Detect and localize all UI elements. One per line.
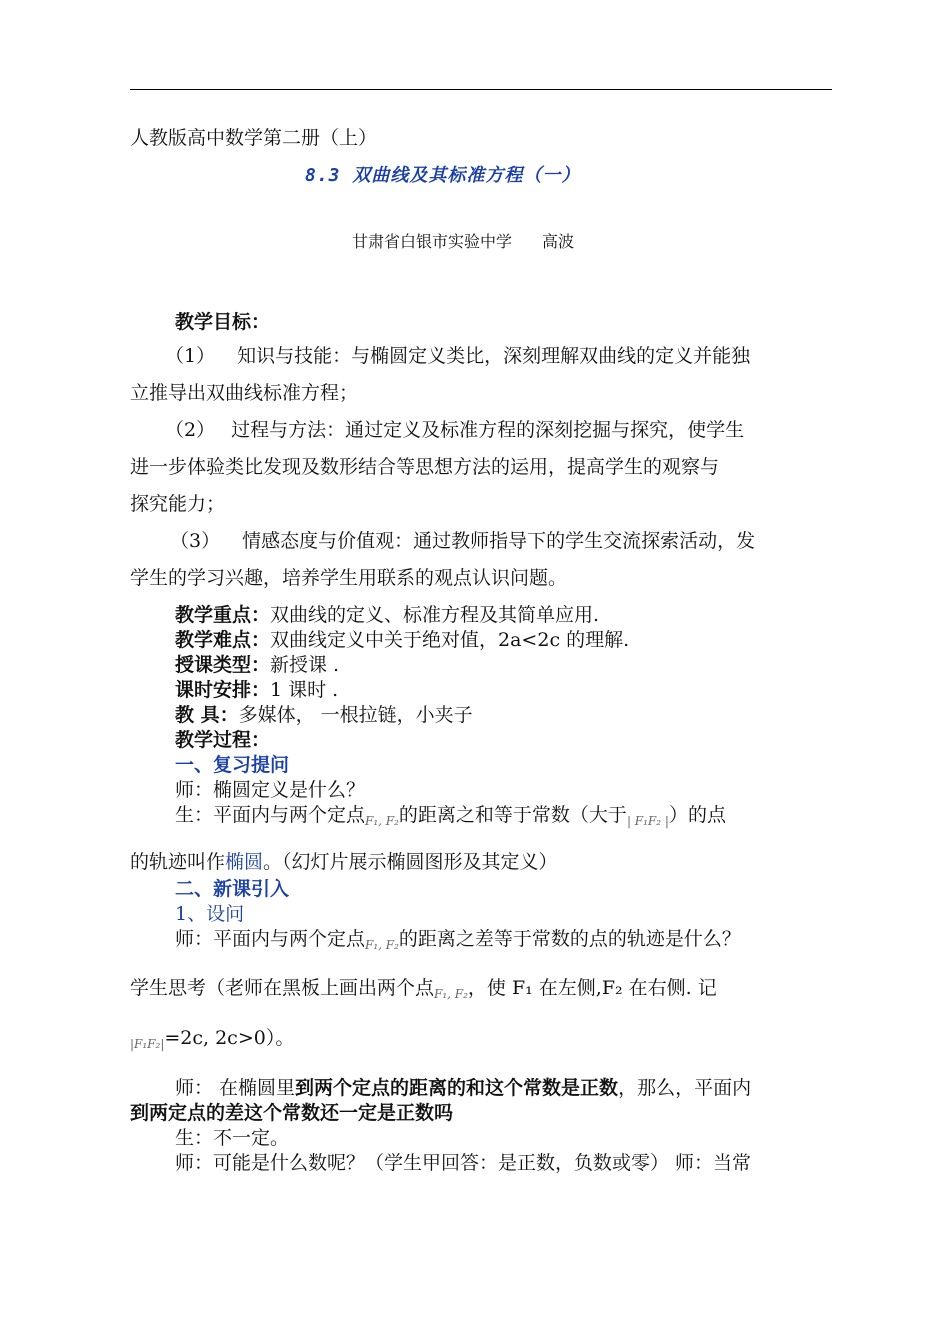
student-answer-2: 生：不一定。: [175, 1127, 290, 1149]
teaching-tools: [175, 703, 473, 727]
objectives-heading: 教学目标：: [175, 311, 271, 333]
teacher-question-3-bold-1: 到两个定点的距离的和这个常数是正数: [295, 1077, 619, 1099]
objective-3-text: 情感态度与价值观：通过教师指导下的学生交流探索活动，发: [242, 530, 756, 552]
key-points-text: 双曲线的定义、标准方程及其简单应用.: [270, 604, 600, 626]
class-type-label: 授课类型：: [175, 654, 271, 676]
difficulties-text: 双曲线定义中关于绝对值，2a<2c 的理解.: [270, 629, 630, 651]
student-thinking-text-b: ，使 F₁ 在左侧,F₂ 在右侧. 记: [467, 977, 717, 999]
objective-3-line-2: 学生的学习兴趣，培养学生用联系的观点认识问题。: [130, 567, 568, 589]
section-1-heading: 一、复习提问: [175, 754, 290, 776]
objective-1-line-1: [165, 344, 750, 368]
student-thinking-text-c: =2c, 2c>0）。: [164, 1027, 295, 1049]
key-points: [175, 603, 599, 627]
teacher-question-3-text-b: ，那么，平面内: [618, 1077, 752, 1099]
difficulties-label: 教学难点：: [175, 629, 271, 651]
student-answer-1-text-b: 的距离之和等于常数（大于: [398, 804, 627, 826]
objective-2-text: 过程与方法：通过定义及标准方程的深刻挖掘与探究，使学生: [231, 419, 745, 441]
school-name: 甘肃省白银市实验中学: [352, 232, 513, 251]
objective-3-line-1: [170, 529, 755, 553]
student-answer-1-text-c: ）的点: [668, 804, 726, 826]
section-2-subheading: 1、设问: [175, 903, 245, 925]
teacher-question-3: [175, 1076, 751, 1100]
teacher-question-3-text-a: 师： 在椭圆里: [175, 1077, 296, 1099]
class-time-text: 1 课时 .: [270, 679, 339, 701]
class-time: [175, 678, 338, 702]
student-thinking-line-2: [130, 1026, 294, 1056]
objective-2-line-2: 进一步体验类比发现及数形结合等思想方法的运用，提高学生的观察与: [130, 456, 720, 478]
header-rule: [130, 89, 832, 90]
class-time-label: 课时安排：: [175, 679, 271, 701]
objective-1-text: 知识与技能：与椭圆定义类比，深刻理解双曲线的定义并能独: [237, 345, 751, 367]
student-thinking: [130, 976, 717, 1006]
teaching-tools-text: 多媒体， 一根拉链，小夹子: [238, 704, 473, 726]
student-answer-1: [175, 803, 726, 833]
teacher-question-4: 师：可能是什么数呢？（学生甲回答：是正数，负数或零） 师：当常: [175, 1152, 752, 1174]
f1f2-abs-formula: | F₁F₂ |: [626, 814, 669, 828]
difficulties: [175, 628, 629, 652]
student-answer-1-text-a: 生：平面内与两个定点: [175, 804, 366, 826]
f1-f2-formula-3: F₁, F₂: [434, 987, 468, 1001]
book-title: 人教版高中数学第二册（上）: [130, 127, 378, 149]
teaching-tools-label: 教 具：: [175, 704, 239, 726]
student-thinking-text-a: 学生思考（老师在黑板上画出两个点: [130, 977, 435, 999]
f1f2-abs-formula-2: |F₁F₂|: [130, 1037, 165, 1051]
author-name: 高波: [542, 232, 575, 251]
author-line: [352, 230, 574, 254]
key-points-label: 教学重点：: [175, 604, 271, 626]
objective-2-number: （2）: [165, 419, 216, 441]
class-type-text: 新授课 .: [270, 654, 340, 676]
teacher-question-3-bold-2: 到两定点的差这个常数还一定是正数吗: [130, 1102, 454, 1124]
section-2-heading: 二、新课引入: [175, 878, 290, 900]
objective-1-number: （1）: [165, 345, 216, 367]
objective-3-number: （3）: [170, 530, 221, 552]
student-answer-1-text-d: 的轨迹叫作: [130, 851, 226, 873]
teacher-question-1: 师：椭圆定义是什么？: [175, 779, 366, 801]
process-heading: 教学过程：: [175, 729, 271, 751]
teacher-question-2-text-a: 师：平面内与两个定点: [175, 928, 366, 950]
objective-2-line-3: 探究能力；: [130, 493, 226, 515]
teacher-question-2-text-b: 的距离之差等于常数的点的轨迹是什么？: [398, 928, 741, 950]
teacher-question-2: [175, 927, 741, 957]
objective-2-line-1: [165, 418, 744, 442]
ellipse-link[interactable]: 椭圆: [225, 851, 264, 873]
f1-f2-formula: F₁, F₂: [365, 814, 399, 828]
objective-1-line-2: 立推导出双曲线标准方程；: [130, 382, 359, 404]
student-answer-1-text-e: 。（幻灯片展示椭圆图形及其定义）: [263, 851, 558, 873]
student-answer-1-line-2: [130, 850, 558, 874]
class-type: [175, 653, 339, 677]
f1-f2-formula-2: F₁, F₂: [365, 938, 399, 952]
lesson-title: 8.3 双曲线及其标准方程（一）: [305, 165, 581, 186]
